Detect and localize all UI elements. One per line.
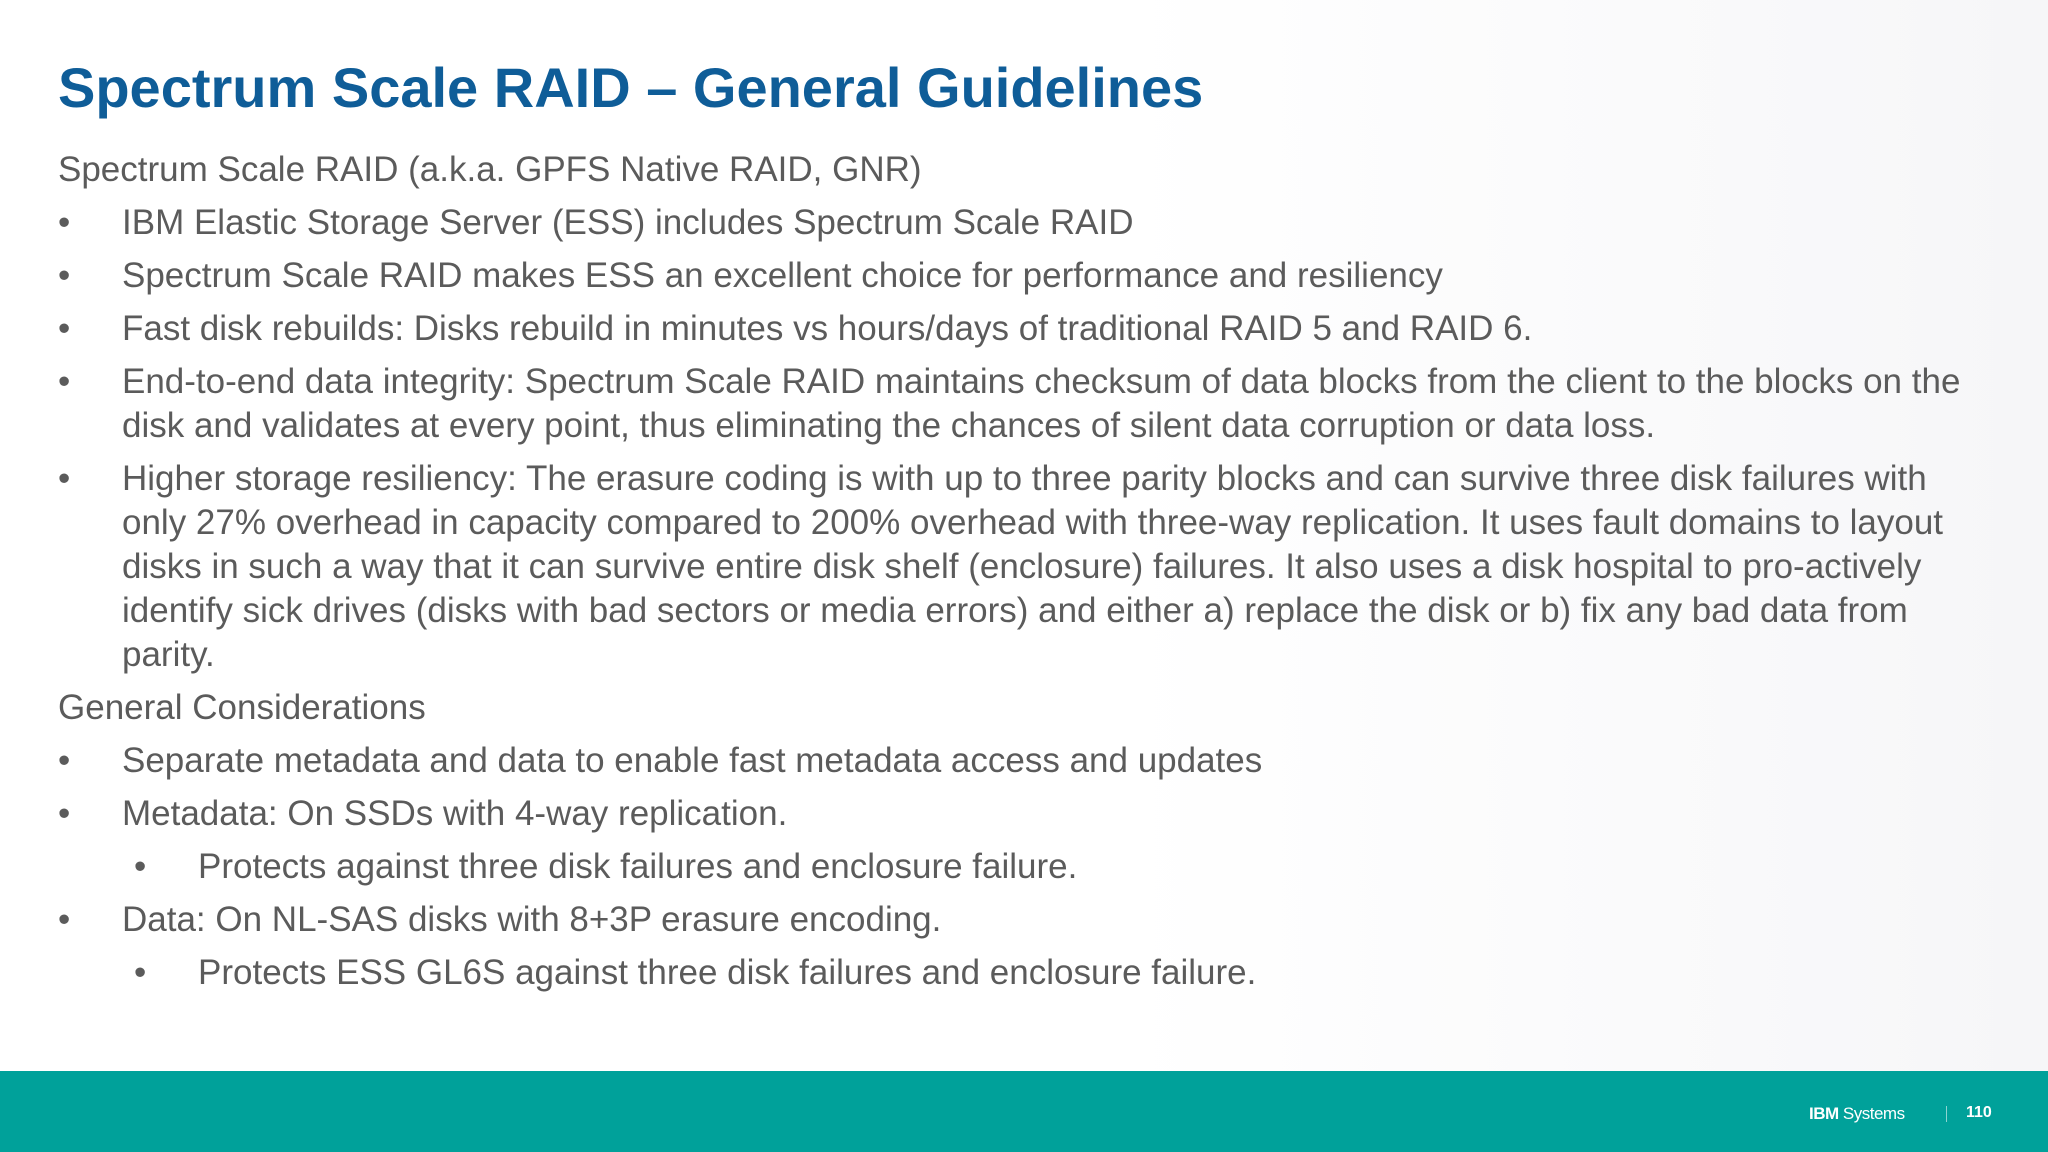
bullet-dot: •: [58, 256, 71, 295]
sub-bullet-text: Protects ESS GL6S against three disk failures and enclosure failure.: [198, 953, 1257, 992]
bullet-text: Data: On NL-SAS disks with 8+3P erasure encoding.: [122, 900, 942, 939]
sub-bullet-text: Protects against three disk failures and enclosure failure.: [198, 847, 1078, 886]
section-heading-general: General Considerations: [58, 688, 426, 727]
section-heading-gnr: Spectrum Scale RAID (a.k.a. GPFS Native RAID, GNR): [58, 150, 922, 189]
sub-bullet-item: [58, 845, 1988, 889]
ibm-logo-text: IBM: [1809, 1104, 1839, 1123]
bullet-dot: •: [58, 900, 71, 939]
ibm-systems-logo: [1809, 1104, 1905, 1124]
bullet-text: End-to-end data integrity: Spectrum Scale RAID maintains checksum of data blocks from the client to the blocks on the disk and validates at every point, thus eliminating the chances of silent data corruption or data loss.: [122, 362, 1961, 445]
bullet-dot: •: [58, 309, 71, 348]
bullet-item: [58, 898, 1988, 942]
bullet-item: [58, 739, 1988, 783]
bullet-dot: •: [58, 362, 71, 401]
systems-logo-text: Systems: [1838, 1104, 1905, 1123]
bullet-item: [58, 457, 1988, 677]
slide-body: [58, 148, 1988, 1004]
bullet-item: [58, 792, 1988, 836]
bullet-dot: •: [58, 459, 71, 498]
slide-title: Spectrum Scale RAID – General Guidelines: [58, 56, 1204, 119]
bullet-text: Metadata: On SSDs with 4-way replication.: [122, 794, 788, 833]
bullet-item: [58, 360, 1988, 448]
bullet-dot: •: [58, 203, 71, 242]
bullet-item: [58, 201, 1988, 245]
bullet-text: IBM Elastic Storage Server (ESS) includes Spectrum Scale RAID: [122, 203, 1134, 242]
bullet-item: [58, 254, 1988, 298]
page-number: 110: [1966, 1104, 1992, 1121]
bullet-item: [58, 307, 1988, 351]
bullet-text: Separate metadata and data to enable fast metadata access and updates: [122, 741, 1263, 780]
bullet-text: Higher storage resiliency: The erasure coding is with up to three parity blocks and can survive three disk failures with only 27% overhead in capacity compared to 200% overhead with three-way replication. It uses fault domains to layout disks in such a way that it can survive entire disk shelf (enclosure) failures. It also uses a disk hospital to pro-actively identify sick drives (disks with bad sectors or media errors) and either a) replace the disk or b) fix any bad data from parity.: [122, 459, 1944, 674]
bullet-dot: •: [58, 794, 71, 833]
footer-bar: [0, 1071, 2048, 1152]
bullet-dot: •: [134, 847, 147, 886]
bullet-text: Fast disk rebuilds: Disks rebuild in minutes vs hours/days of traditional RAID 5 and RAID 6.: [122, 309, 1533, 348]
sub-bullet-item: [58, 951, 1988, 995]
bullet-text: Spectrum Scale RAID makes ESS an excellent choice for performance and resiliency: [122, 256, 1443, 295]
bullet-dot: •: [58, 741, 71, 780]
bullet-dot: •: [134, 953, 147, 992]
footer-divider: [1946, 1106, 1947, 1122]
